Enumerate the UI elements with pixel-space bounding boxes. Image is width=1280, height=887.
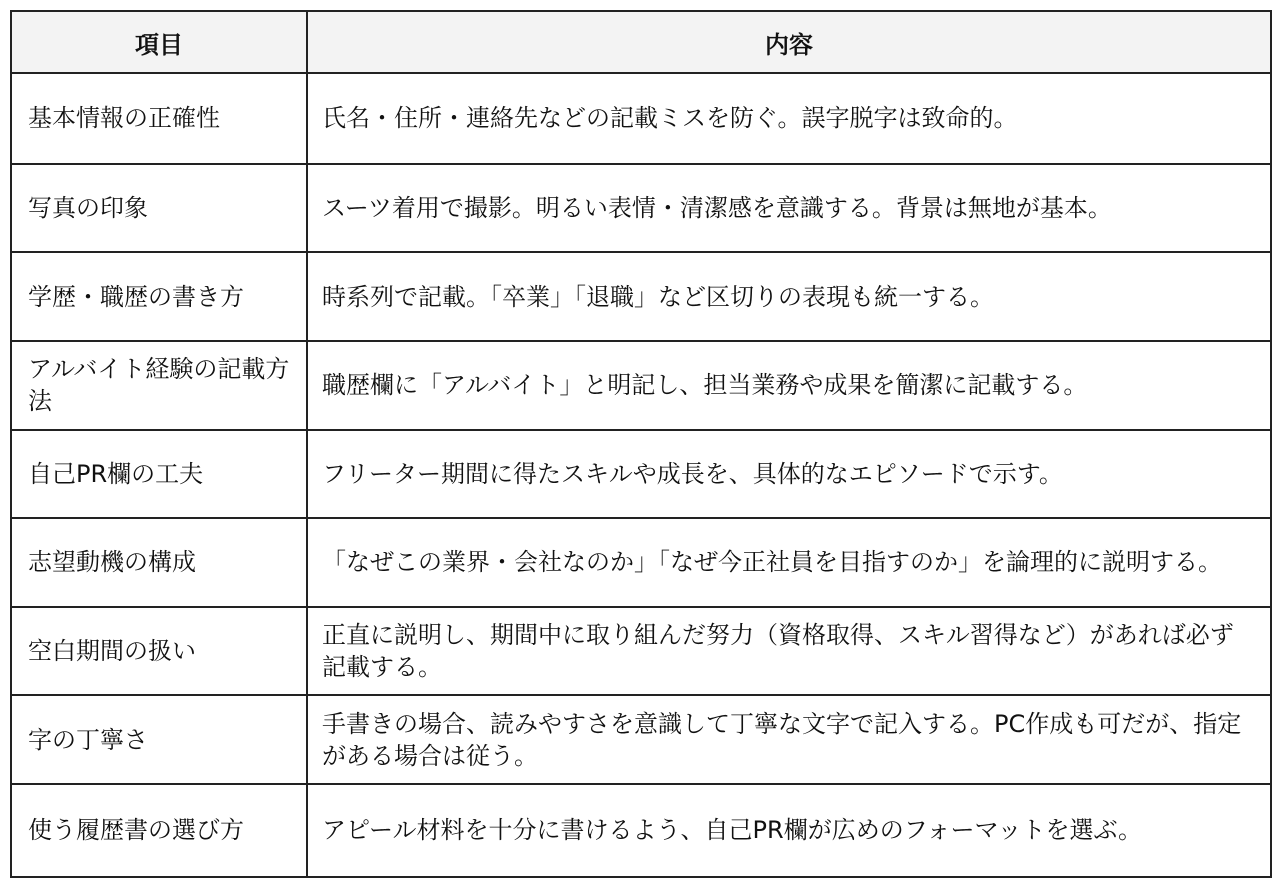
row-content: スーツ着用で撮影。明るい表情・清潔感を意識する。背景は無地が基本。 [307,164,1271,253]
table-row [11,695,1271,784]
row-content: 手書きの場合、読みやすさを意識して丁寧な文字で記入する。PC作成も可だが、指定がある場合は従う。 [307,695,1271,784]
table-row [11,341,1271,430]
row-item: 自己PR欄の工夫 [11,430,307,519]
row-item: 使う履歴書の選び方 [11,784,307,877]
table-row [11,164,1271,253]
row-item: 字の丁寧さ [11,695,307,784]
row-item: 志望動機の構成 [11,518,307,607]
row-item: アルバイト経験の記載方法 [11,341,307,430]
table-row [11,607,1271,696]
row-item: 空白期間の扱い [11,607,307,696]
table-header-row [11,11,1271,73]
row-item: 基本情報の正確性 [11,73,307,164]
row-content: 「なぜこの業界・会社なのか」「なぜ今正社員を目指すのか」を論理的に説明する。 [307,518,1271,607]
row-content: 正直に説明し、期間中に取り組んだ努力（資格取得、スキル習得など）があれば必ず記載する。 [307,607,1271,696]
header-content: 内容 [307,11,1271,73]
resume-tips-table [10,10,1272,878]
table-row [11,73,1271,164]
row-content: 職歴欄に「アルバイト」と明記し、担当業務や成果を簡潔に記載する。 [307,341,1271,430]
row-content: 氏名・住所・連絡先などの記載ミスを防ぐ。誤字脱字は致命的。 [307,73,1271,164]
row-item: 学歴・職歴の書き方 [11,252,307,341]
resume-tips-table-container [10,10,1270,878]
row-content: フリーター期間に得たスキルや成長を、具体的なエピソードで示す。 [307,430,1271,519]
row-item: 写真の印象 [11,164,307,253]
table-row [11,784,1271,877]
table-row [11,252,1271,341]
header-item: 項目 [11,11,307,73]
table-row [11,430,1271,519]
row-content: 時系列で記載。「卒業」「退職」など区切りの表現も統一する。 [307,252,1271,341]
table-row [11,518,1271,607]
row-content: アピール材料を十分に書けるよう、自己PR欄が広めのフォーマットを選ぶ。 [307,784,1271,877]
